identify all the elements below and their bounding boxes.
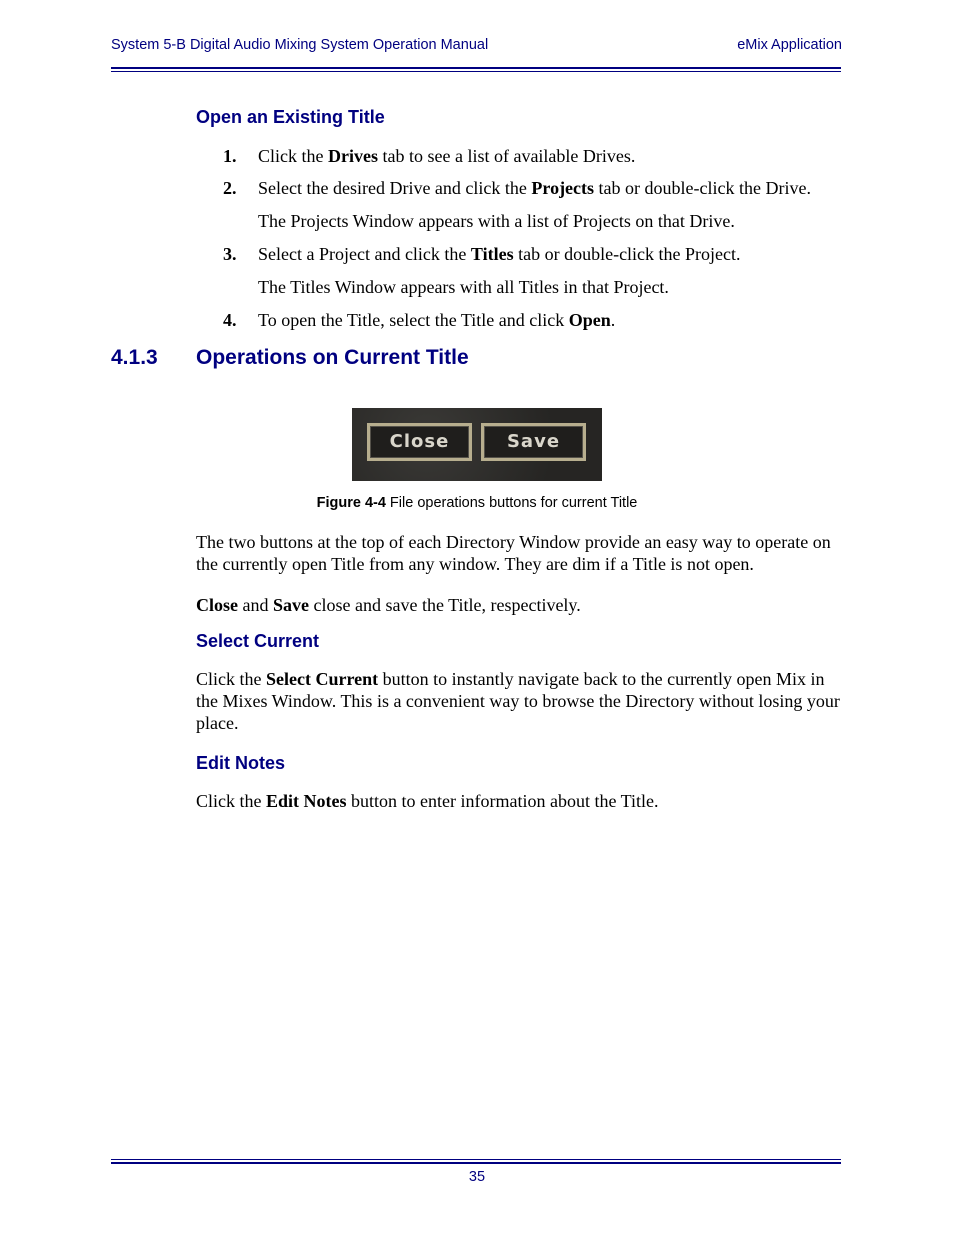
step-number: 2. [223, 178, 237, 198]
select-current-paragraph [196, 668, 844, 734]
figure-caption [0, 495, 954, 511]
step-number: 3. [223, 244, 237, 264]
step-bold: Projects [531, 178, 595, 198]
step-text: . [610, 310, 616, 330]
section-number: 4.1.3 [111, 346, 158, 369]
section-heading [111, 346, 469, 370]
bold-term: Edit Notes [266, 791, 347, 811]
para-text: button to enter information about the Title. [346, 791, 659, 811]
bold-term: Select Current [266, 669, 379, 689]
open-title-heading: Open an Existing Title [196, 107, 385, 127]
figure-caption-text: File operations buttons for current Title [385, 495, 638, 511]
intro-paragraph: The two buttons at the top of each Directory Window provide an easy way to operate on the currently open Title from any window. They are dim if a Title is not open. [196, 532, 831, 574]
step-text: tab or double-click the Project. [513, 244, 741, 264]
close-button[interactable]: Close [367, 423, 472, 461]
edit-notes-heading: Edit Notes [196, 753, 286, 773]
step-number: 4. [223, 310, 237, 330]
footer-rule-thick [111, 1162, 841, 1164]
step-3 [223, 243, 741, 265]
select-current-heading: Select Current [196, 631, 320, 651]
running-header-title: System 5-B Digital Audio Mixing System Operation Manual [111, 37, 489, 53]
para-text: Click the [196, 791, 266, 811]
step-text: Click the [258, 146, 328, 166]
header-rule-thick [111, 67, 841, 69]
para-text: button to instantly navigate back to the currently open Mix in the Mixes Window. This is a convenient way to browse the Directory without losing your place. [196, 669, 840, 733]
bold-term: Save [273, 595, 309, 615]
step-text: To open the Title, select the Title and click [258, 310, 569, 330]
header-rule-thin [111, 71, 841, 72]
step-bold: Open [568, 310, 611, 330]
step-3-note: The Titles Window appears with all Titles in that Project. [258, 277, 669, 297]
step-bold: Titles [470, 244, 514, 264]
section-title: Operations on Current Title [196, 346, 469, 369]
para-text: close and save the Title, respectively. [309, 595, 581, 615]
step-2-note: The Projects Window appears with a list of Projects on that Drive. [258, 211, 735, 231]
figure-label: Figure 4-4 [316, 495, 386, 511]
close-save-paragraph [196, 594, 844, 616]
step-1 [223, 145, 635, 167]
step-number: 1. [223, 146, 237, 166]
step-text: Select the desired Drive and click the [258, 178, 532, 198]
step-text: tab to see a list of available Drives. [377, 146, 636, 166]
step-text: Select a Project and click the [258, 244, 471, 264]
bold-term: Close [196, 595, 238, 615]
save-button[interactable]: Save [481, 423, 586, 461]
step-4 [223, 309, 615, 331]
file-operations-figure [352, 408, 602, 481]
step-text: tab or double-click the Drive. [594, 178, 811, 198]
footer-rule-thin [111, 1159, 841, 1160]
step-bold: Drives [328, 146, 378, 166]
page-number: 35 [468, 1169, 486, 1185]
edit-notes-paragraph [196, 790, 844, 812]
step-2 [223, 177, 811, 199]
para-text: Click the [196, 669, 266, 689]
running-header-chapter: eMix Application [737, 37, 842, 53]
para-text: and [238, 595, 273, 615]
